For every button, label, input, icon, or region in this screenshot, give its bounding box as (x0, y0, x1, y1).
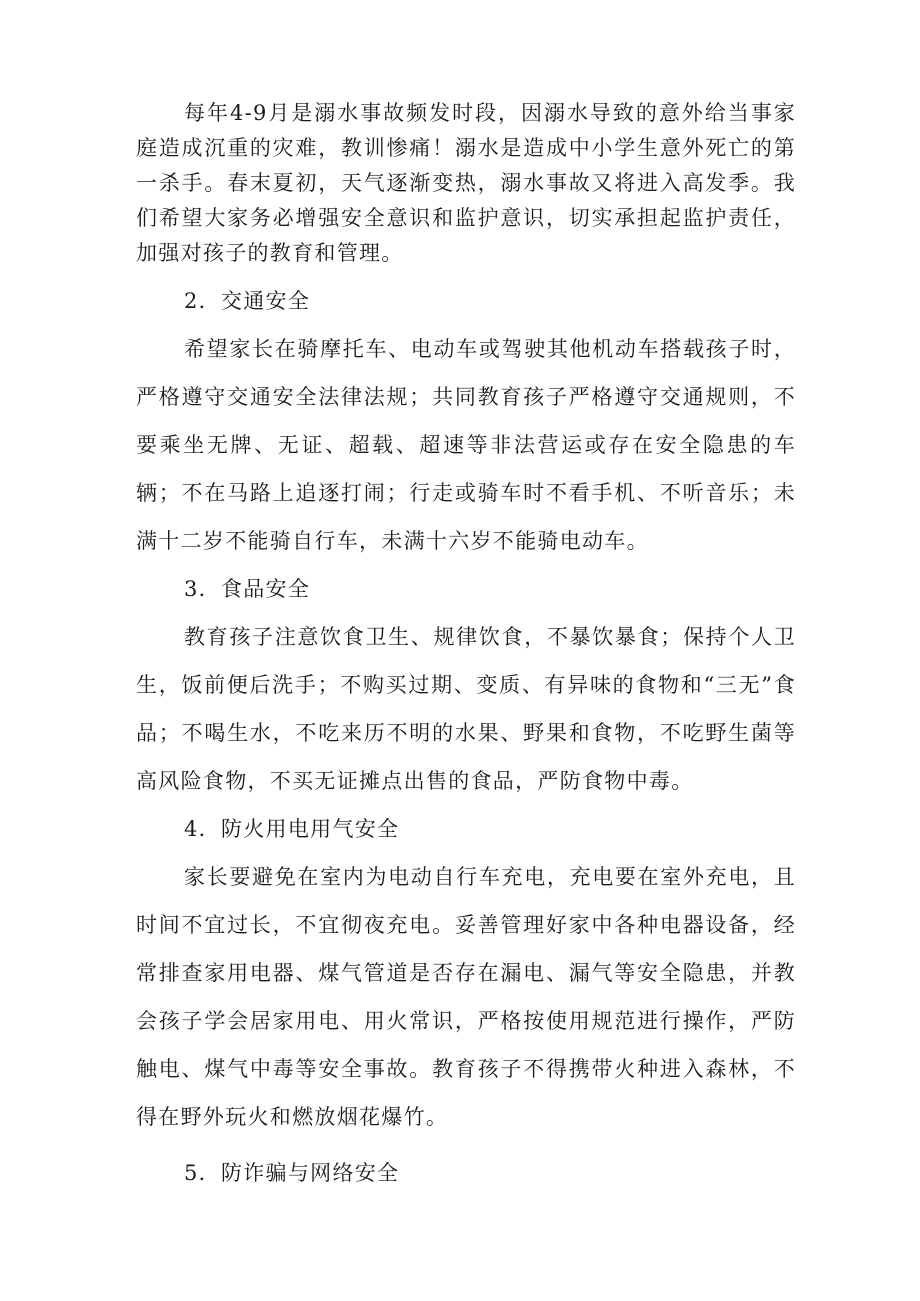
section-body-food-safety: 教育孩子注意饮食卫生、规律饮食，不暴饮暴食；保持个人卫生，饭前便后洗手；不购买过期、变质、有异味的食物和“三无”食品；不喝生水，不吃来历不明的水果、野果和食物，不吃野生菌等高风险食物，不买无证摊点出售的食品，严防食物中毒。 (136, 625, 796, 793)
section-heading-fraud-network-safety: 5．防诈骗与网络安全 (184, 1161, 400, 1185)
section-body-fire-electric-gas-safety: 家长要避免在室内为电动自行车充电，充电要在室外充电，且时间不宜过长，不宜彻夜充电。妥善管理好家中各种电器设备，经常排查家用电器、煤气管道是否存在漏电、漏气等安全隐患，并教会孩子学会居家用电、用火常识，严格按使用规范进行操作，严防触电、煤气中毒等安全事故。教育孩子不得携带火种进入森林，不得在野外玩火和燃放烟花爆竹。 (136, 865, 796, 1129)
section-heading-fire-electric-gas-safety: 4．防火用电用气安全 (184, 817, 400, 841)
section-heading-food-safety: 3．食品安全 (184, 577, 311, 601)
section-heading-traffic-safety: 2．交通安全 (184, 289, 311, 313)
document-page (136, 96, 796, 1197)
section-body-traffic-safety: 希望家长在骑摩托车、电动车或驾驶其他机动车搭载孩子时，严格遵守交通安全法律法规；共同教育孩子严格遵守交通规则，不要乘坐无牌、无证、超载、超速等非法营运或存在安全隐患的车辆；不在马路上追逐打闹；行走或骑车时不看手机、不听音乐；未满十二岁不能骑自行车，未满十六岁不能骑电动车。 (136, 337, 796, 553)
intro-paragraph: 每年4-9月是溺水事故频发时段，因溺水导致的意外给当事家庭造成沉重的灾难，教训惨痛！溺水是造成中小学生意外死亡的第一杀手。春末夏初，天气逐渐变热，溺水事故又将进入高发季。我们希望大家务必增强安全意识和监护意识，切实承担起监护责任，加强对孩子的教育和管理。 (136, 101, 796, 265)
